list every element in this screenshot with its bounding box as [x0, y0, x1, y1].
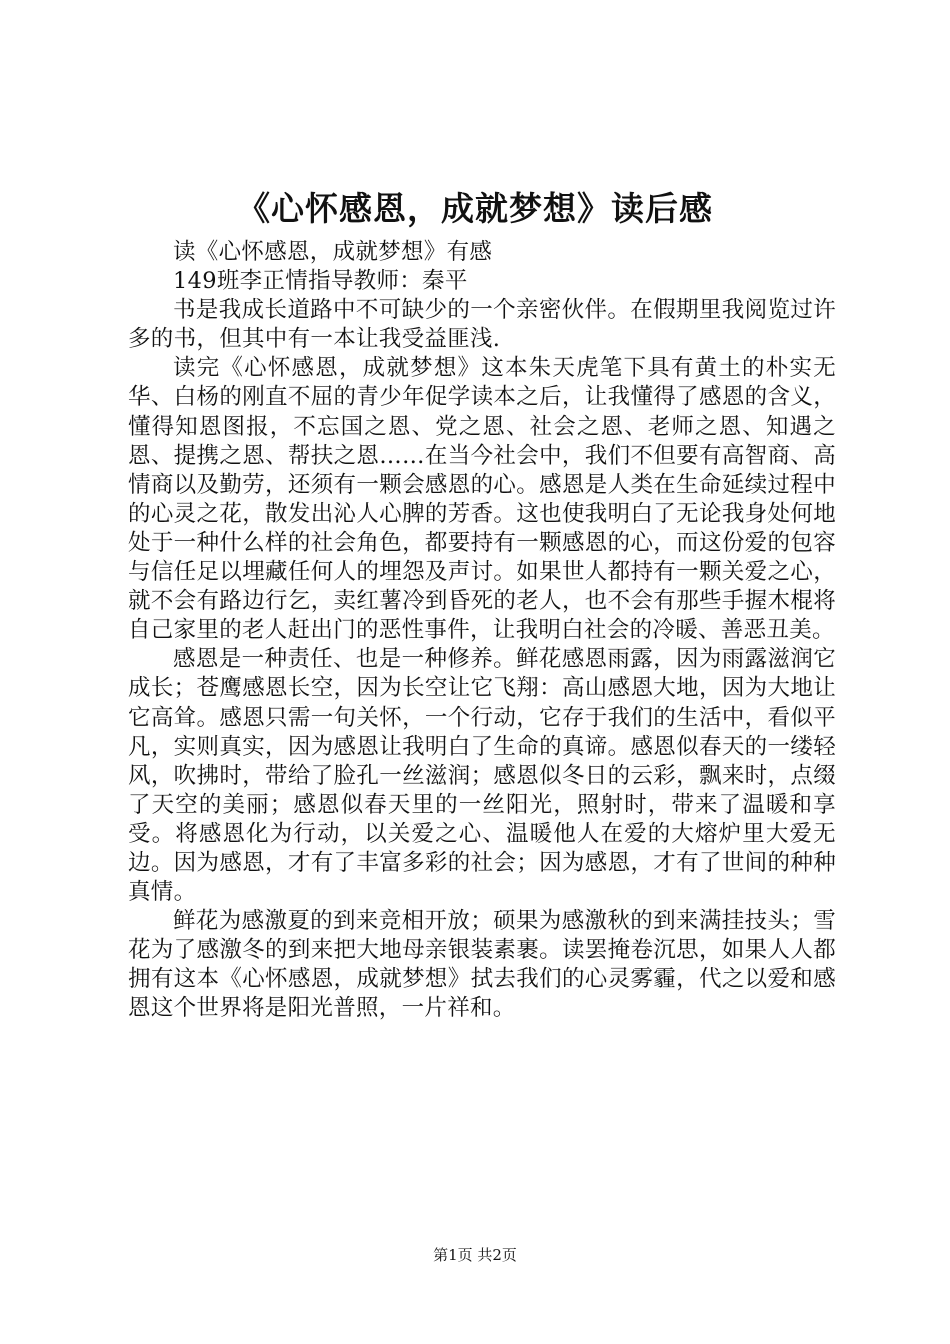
document-body — [128, 238, 836, 1024]
subtitle-line: 读《心怀感恩，成就梦想》有感 — [173, 239, 493, 265]
paragraph: 书是我成长道路中不可缺少的一个亲密伙伴。在假期里我阅览过许多的书，但其中有一本让我受益匪浅. — [128, 297, 836, 353]
paragraph: 鲜花为感激夏的到来竞相开放；硕果为感激秋的到来满挂技头；雪花为了感激冬的到来把大地母亲银装素裹。读罢掩卷沉思，如果人人都拥有这本《心怀感恩，成就梦想》拭去我们的心灵雾霾，代之以爱和感恩这个世界将是阳光普照，一片祥和。 — [128, 908, 836, 1022]
page-number-footer: 第1页 共2页 — [433, 1246, 517, 1264]
byline: 149班李正情指导教师：秦平 — [173, 268, 468, 295]
paragraph: 读完《心怀感恩，成就梦想》这本朱天虎笔下具有黄土的朴实无华、白杨的刚直不屈的青少年促学读本之后，让我懂得了感恩的含义，懂得知恩图报，不忘国之恩、党之恩、社会之恩、老师之恩、知遇之恩、提携之恩、帮扶之恩……在当今社会中，我们不但要有高智商、高情商以及勤劳，还须有一颗会感恩的心。感恩是人类在生命延续过程中的心灵之花，散发出沁人心脾的芳香。这也使我明白了无论我身处何地处于一种什么样的社会角色，都要持有一颗感恩的心，而这份爱的包容与信任足以埋藏任何人的埋怨及声讨。如果世人都持有一颗关爱之心，就不会有路边行乞，卖红薯冷到昏死的老人，也不会有那些手握木棍将自己家里的老人赶出门的恶性事件，让我明白社会的冷暖、善恶丑美。 — [128, 355, 836, 644]
paragraph: 感恩是一种责任、也是一种修养。鲜花感恩雨露，因为雨露滋润它成长；苍鹰感恩长空，因为长空让它飞翔：高山感恩大地，因为大地让它高耸。感恩只需一句关怀，一个行动，它存于我们的生活中，看似平凡，实则真实，因为感恩让我明白了生命的真谛。感恩似春天的一缕轻风，吹拂时，带给了脸孔一丝滋润；感恩似冬日的云彩，飘来时，点缀了天空的美丽；感恩似春天里的一丝阳光，照射时，带来了温暖和享受。将感恩化为行动，以关爱之心、温暖他人在爱的大熔炉里大爱无边。因为感恩，才有了丰富多彩的社会；因为感恩，才有了世间的种种真情。 — [128, 646, 836, 906]
document-title: 《心怀感恩，成就梦想》读后感 — [237, 189, 713, 228]
